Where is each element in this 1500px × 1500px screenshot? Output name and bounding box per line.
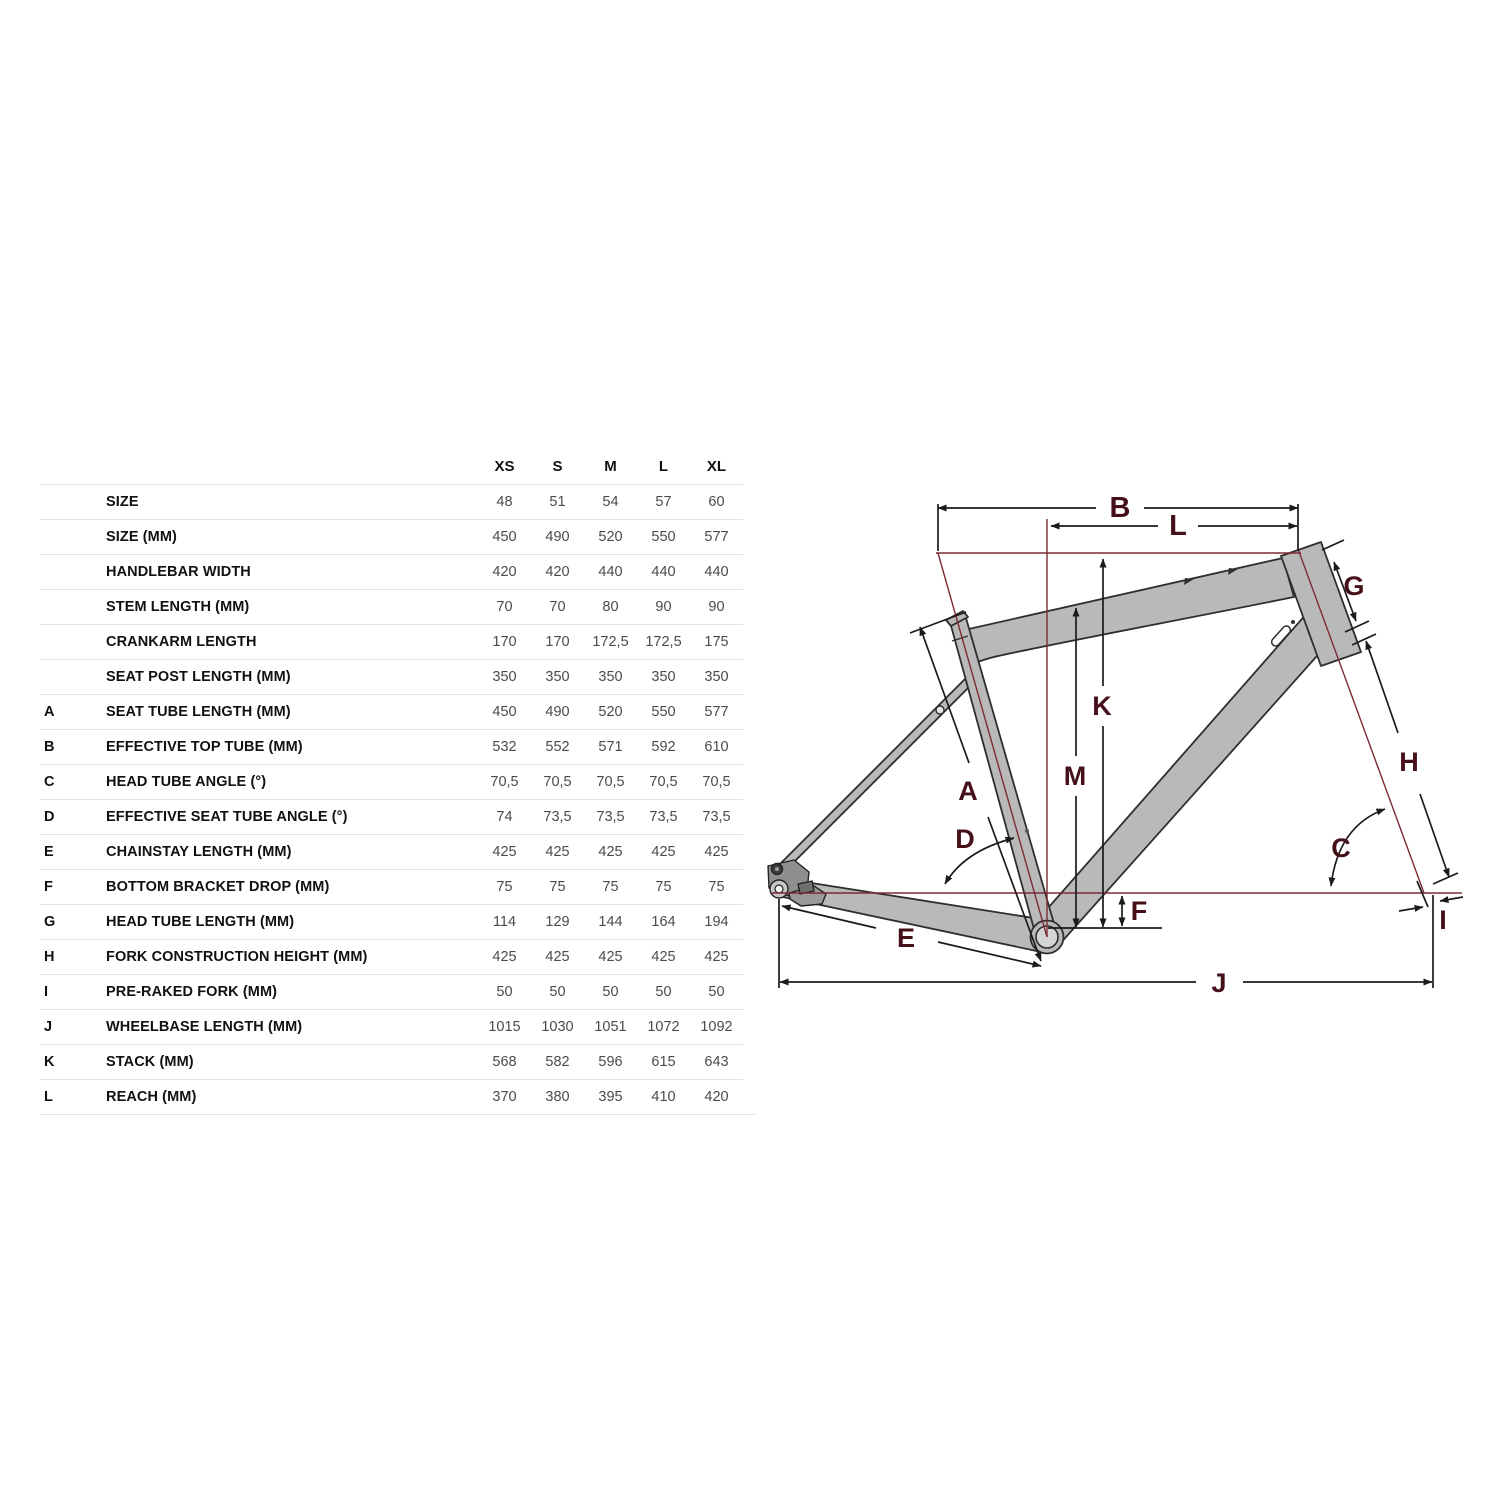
dim-I-right [1440, 897, 1463, 901]
row-dimension-label: STACK (MM) [106, 1054, 194, 1070]
value-cell: 164 [651, 914, 676, 930]
value-cell: 592 [651, 739, 676, 755]
row-dimension-letter: F [44, 879, 53, 895]
column-header-m: M [604, 458, 617, 475]
value-cell: 170 [545, 634, 570, 650]
value-cell: 577 [704, 529, 729, 545]
value-cell: 1015 [488, 1019, 521, 1035]
value-cell: 425 [545, 844, 570, 860]
value-cell: 70,5 [702, 774, 731, 790]
value-cell: 175 [704, 634, 729, 650]
seatstay-hole [936, 706, 944, 714]
tick-headtube-top [1322, 540, 1344, 550]
dim-label-E: E [896, 923, 916, 953]
value-cell: 532 [492, 739, 517, 755]
value-cell: 75 [602, 879, 619, 895]
value-cell: 170 [492, 634, 517, 650]
rear-axle-center [775, 885, 783, 893]
dim-label-L: L [1169, 510, 1187, 542]
value-cell: 350 [545, 669, 570, 685]
tick-fork-bottom [1433, 873, 1458, 884]
value-cell: 440 [651, 564, 676, 580]
value-cell: 75 [496, 879, 513, 895]
dim-label-I: I [1439, 905, 1447, 935]
column-header-s: S [552, 458, 563, 475]
row-dimension-letter: L [44, 1089, 53, 1105]
value-cell: 48 [496, 494, 513, 510]
value-cell: 50 [602, 984, 619, 1000]
downtube-port-dot [1291, 620, 1295, 624]
row-dimension-label: WHEELBASE LENGTH (MM) [106, 1019, 303, 1035]
value-cell: 50 [496, 984, 513, 1000]
value-cell: 440 [598, 564, 623, 580]
value-cell: 520 [598, 704, 623, 720]
value-cell: 350 [598, 669, 623, 685]
row-dimension-letter: D [44, 809, 55, 825]
value-cell: 425 [598, 844, 623, 860]
value-cell: 50 [655, 984, 672, 1000]
dim-label-K: K [1092, 691, 1112, 721]
value-cell: 60 [708, 494, 725, 510]
row-dimension-letter: B [44, 739, 55, 755]
toptube [960, 558, 1294, 668]
value-cell: 450 [492, 529, 517, 545]
value-cell: 425 [651, 844, 676, 860]
value-cell: 610 [704, 739, 729, 755]
value-cell: 582 [545, 1054, 570, 1070]
row-dimension-letter: I [44, 984, 49, 1000]
value-cell: 577 [704, 704, 729, 720]
value-cell: 74 [496, 809, 513, 825]
row-dimension-label: EFFECTIVE TOP TUBE (MM) [106, 739, 303, 755]
tick-steer-axis-ground [1417, 881, 1428, 907]
value-cell: 51 [549, 494, 566, 510]
column-header-xl: XL [706, 458, 727, 475]
row-dimension-letter: J [44, 1019, 53, 1035]
value-cell: 172,5 [645, 634, 682, 650]
dim-label-M: M [1063, 761, 1087, 791]
bike-frame-illustration [768, 542, 1361, 954]
row-dimension-label: BOTTOM BRACKET DROP (MM) [106, 879, 330, 895]
value-cell: 73,5 [649, 809, 678, 825]
row-dimension-letter: G [44, 914, 56, 930]
value-cell: 70 [549, 599, 566, 615]
value-cell: 370 [492, 1089, 517, 1105]
seattube-boss-dot [1025, 829, 1029, 833]
row-dimension-letter: E [44, 844, 54, 860]
value-cell: 440 [704, 564, 729, 580]
value-cell: 615 [651, 1054, 676, 1070]
value-cell: 490 [545, 529, 570, 545]
row-dimension-label: SEAT TUBE LENGTH (MM) [106, 704, 291, 720]
row-dimension-letter: K [44, 1054, 55, 1070]
value-cell: 75 [655, 879, 672, 895]
dim-label-G: G [1343, 571, 1365, 601]
row-dimension-label: REACH (MM) [106, 1089, 197, 1105]
value-cell: 70,5 [543, 774, 572, 790]
value-cell: 425 [492, 844, 517, 860]
value-cell: 73,5 [543, 809, 572, 825]
value-cell: 420 [492, 564, 517, 580]
dim-label-D: D [955, 824, 975, 854]
column-header-l: L [658, 458, 669, 475]
value-cell: 73,5 [596, 809, 625, 825]
row-dimension-label: PRE-RAKED FORK (MM) [106, 984, 278, 1000]
value-cell: 410 [651, 1089, 676, 1105]
value-cell: 550 [651, 529, 676, 545]
value-cell: 490 [545, 704, 570, 720]
value-cell: 395 [598, 1089, 623, 1105]
row-dimension-label: CHAINSTAY LENGTH (MM) [106, 844, 292, 860]
value-cell: 90 [655, 599, 672, 615]
value-cell: 425 [704, 949, 729, 965]
value-cell: 75 [708, 879, 725, 895]
row-dimension-label: HANDLEBAR WIDTH [106, 564, 251, 580]
value-cell: 70,5 [596, 774, 625, 790]
value-cell: 1030 [541, 1019, 574, 1035]
value-cell: 350 [651, 669, 676, 685]
value-cell: 57 [655, 494, 672, 510]
value-cell: 520 [598, 529, 623, 545]
value-cell: 75 [549, 879, 566, 895]
dim-label-F: F [1130, 896, 1148, 926]
value-cell: 90 [708, 599, 725, 615]
value-cell: 550 [651, 704, 676, 720]
row-dimension-letter: H [44, 949, 55, 965]
value-cell: 129 [545, 914, 570, 930]
value-cell: 425 [492, 949, 517, 965]
dim-label-A: A [958, 776, 978, 806]
value-cell: 80 [602, 599, 619, 615]
dim-label-H: H [1399, 747, 1419, 777]
value-cell: 425 [545, 949, 570, 965]
value-cell: 420 [545, 564, 570, 580]
row-dimension-label: FORK CONSTRUCTION HEIGHT (MM) [106, 949, 368, 965]
value-cell: 450 [492, 704, 517, 720]
value-cell: 73,5 [702, 809, 731, 825]
row-dimension-label: HEAD TUBE LENGTH (MM) [106, 914, 295, 930]
value-cell: 1072 [647, 1019, 680, 1035]
value-cell: 50 [549, 984, 566, 1000]
value-cell: 114 [492, 914, 517, 930]
value-cell: 50 [708, 984, 725, 1000]
value-cell: 425 [598, 949, 623, 965]
dim-label-B: B [1109, 492, 1131, 524]
row-dimension-label: SIZE (MM) [106, 529, 177, 545]
dim-H-top [1366, 641, 1398, 733]
row-dimension-label: HEAD TUBE ANGLE (°) [106, 774, 267, 790]
dim-label-C: C [1331, 833, 1351, 863]
value-cell: 1051 [594, 1019, 627, 1035]
row-dimension-label: STEM LENGTH (MM) [106, 599, 250, 615]
value-cell: 571 [598, 739, 623, 755]
value-cell: 350 [492, 669, 517, 685]
value-cell: 194 [704, 914, 729, 930]
dropout-block [798, 881, 814, 894]
value-cell: 643 [704, 1054, 729, 1070]
value-cell: 70,5 [649, 774, 678, 790]
seatstay-tube [776, 675, 975, 874]
row-dimension-letter: C [44, 774, 55, 790]
seat-tube-axis-line [938, 553, 1047, 937]
value-cell: 144 [598, 914, 623, 930]
value-cell: 552 [545, 739, 570, 755]
row-dimension-label: SEAT POST LENGTH (MM) [106, 669, 291, 685]
row-dimension-label: SIZE [106, 494, 139, 510]
value-cell: 425 [704, 844, 729, 860]
value-cell: 425 [651, 949, 676, 965]
value-cell: 1092 [700, 1019, 733, 1035]
row-dimension-letter: A [44, 704, 55, 720]
value-cell: 350 [704, 669, 729, 685]
dim-H-bottom [1420, 794, 1449, 877]
row-dimension-label: EFFECTIVE SEAT TUBE ANGLE (°) [106, 809, 348, 825]
column-header-xs: XS [494, 458, 515, 475]
dropout-bolt-center [775, 867, 779, 871]
value-cell: 70 [496, 599, 513, 615]
dim-I-left [1399, 907, 1423, 911]
value-cell: 380 [545, 1089, 570, 1105]
value-cell: 568 [492, 1054, 517, 1070]
value-cell: 420 [704, 1089, 729, 1105]
value-cell: 172,5 [592, 634, 629, 650]
value-cell: 70,5 [490, 774, 519, 790]
dim-label-J: J [1211, 968, 1227, 998]
value-cell: 54 [602, 494, 619, 510]
value-cell: 596 [598, 1054, 623, 1070]
row-dimension-label: CRANKARM LENGTH [106, 634, 257, 650]
